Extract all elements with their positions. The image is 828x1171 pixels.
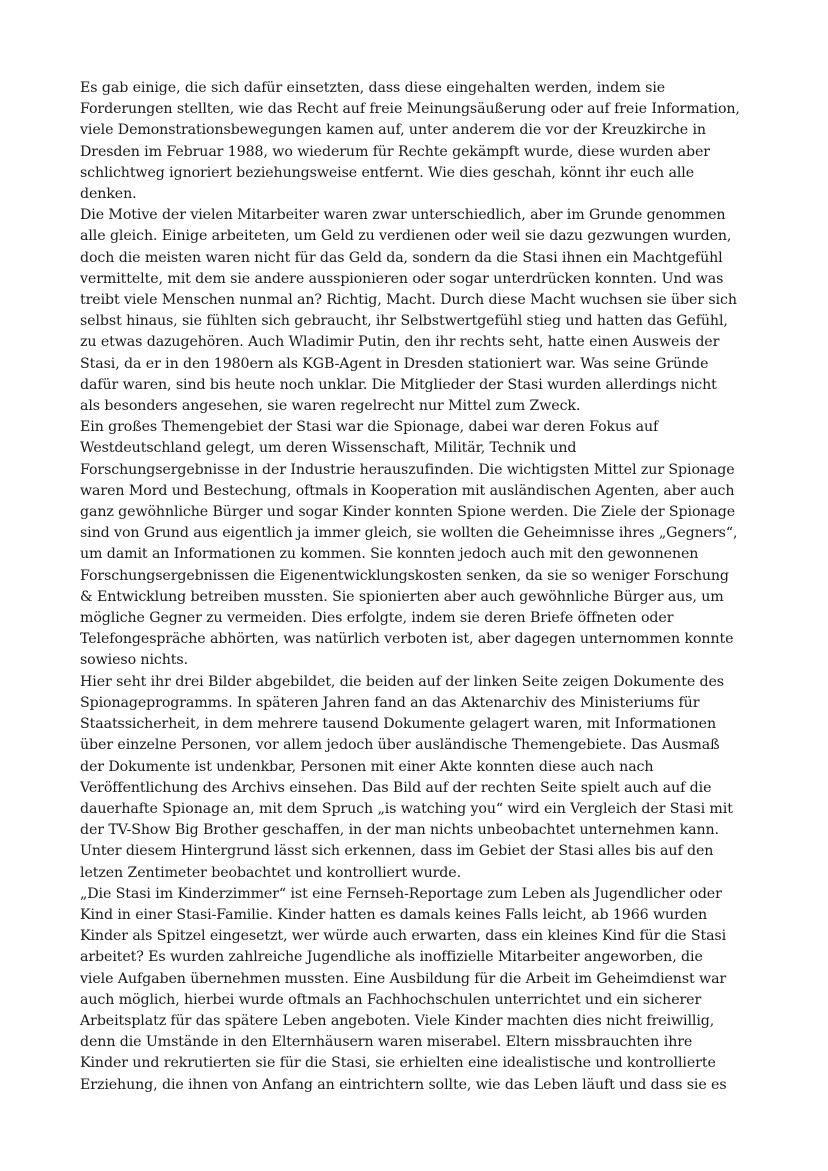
paragraph-children: „Die Stasi im Kinderzimmer“ ist eine Fernseh-Reportage zum Leben als Jugendlicher oder Kind in einer Stasi-Familie. Kinder hatten es damals keines Falls leicht, ab 1966 wurden Kinder als Spitzel eingesetzt, wer würde auch erwarten, dass ein kleines Kind für die Stasi arbeitet? Es wurden zahlreiche Jugendliche als inoffizielle Mitarbeiter angeworben, die viele Aufgaben übernehmen mussten. Eine Ausbildung für die Arbeit im Geheimdienst war auch möglich, hierbei wurde oftmals an Fachhochschulen unterrichtet und ein sicherer Arbeitsplatz für das spätere Leben angeboten. Viele Kinder machten dies nicht freiwillig, denn die Umstände in den Elternhäusern waren miserabel. Eltern missbrauchten ihre Kinder und rekrutierten sie für die Stasi, sie erhielten eine idealistische und kontrollierte Erziehung, die ihnen von Anfang an eintrichtern sollte, wie das Leben läuft und dass sie es <box>80 885 727 1093</box>
paragraph-espionage: Ein großes Themengebiet der Stasi war die Spionage, dabei war deren Fokus auf Westdeutschland gelegt, um deren Wissenschaft, Militär, Technik und Forschungsergebnisse in der Industrie herauszufinden. Die wichtigsten Mittel zur Spionage waren Mord und Bestechung, oftmals in Kooperation mit ausländischen Agenten, aber auch ganz gewöhnliche Bürger und sogar Kinder konnten Spione werden. Die Ziele der Spionage sind von Grund aus eigentlich ja immer gleich, sie wollten die Geheimnisse ihres „Gegners“, um damit an Informationen zu kommen. Sie konnten jedoch auch mit den gewonnenen Forschungsergebnissen die Eigenentwicklungskosten senken, da sie so weniger Forschung & Entwicklung betreiben mussten. Sie spionierten aber auch gewöhnliche Bürger aus, um mögliche Gegner zu vermeiden. Dies erfolgte, indem sie deren Briefe öffneten oder Telefongespräche abhörten, was natürlich verboten ist, aber dagegen unternommen konnte sowieso nichts. <box>80 419 738 669</box>
paragraph-motives: Die Motive der vielen Mitarbeiter waren zwar unterschiedlich, aber im Grunde genommen alle gleich. Einige arbeiteten, um Geld zu verdienen oder weil sie dazu gezwungen wurden, doch die meisten waren nicht für das Geld da, sondern da die Stasi ihnen ein Machtgefühl vermittelte, mit dem sie andere ausspionieren oder sogar unterdrücken konnten. Und was treibt viele Menschen nunmal an? Richtig, Macht. Durch diese Macht wuchsen sie über sich selbst hinaus, sie fühlten sich gebraucht, ihr Selbstwertgefühl stieg und hatten das Gefühl, zu etwas dazugehören. Auch Wladimir Putin, den ihr rechts seht, hatte einen Ausweis der Stasi, da er in den 1980ern als KGB-Agent in Dresden stationiert war. Was seine Gründe dafür waren, sind bis heute noch unklar. Die Mitglieder der Stasi wurden allerdings nicht als besonders angesehen, sie waren regelrecht nur Mittel zum Zweck. <box>80 207 737 415</box>
paragraph-protests: Es gab einige, die sich dafür einsetzten, dass diese eingehalten werden, indem sie Forderungen stellten, wie das Recht auf freie Meinungsäußerung oder auf freie Information, viele Demonstrationsbewegungen kamen auf, unter anderem die vor der Kreuzkirche in Dresden im Februar 1988, wo wiederum für Rechte gekämpft wurde, diese wurden aber schlichtweg ignoriert beziehungsweise entfernt. Wie dies geschah, könnt ihr euch alle denken. <box>80 80 740 203</box>
paragraph-images: Hier seht ihr drei Bilder abgebildet, die beiden auf der linken Seite zeigen Dokumente des Spionageprogramms. In späteren Jahren fand an das Aktenarchiv des Ministeriums für Staatssicherheit, in dem mehrere tausend Dokumente gelagert waren, mit Informationen über einzelne Personen, vor allem jedoch über ausländische Themengebiete. Das Ausmaß der Dokumente ist undenkbar, Personen mit einer Akte konnten diese auch nach Veröffentlichung des Archivs einsehen. Das Bild auf der rechten Seite spielt auch auf die dauerhafte Spionage an, mit dem Spruch „is watching you“ wird ein Vergleich der Stasi mit der TV-Show Big Brother geschaffen, in der man nichts unbeobachtet unternehmen kann. Unter diesem Hintergrund lässt sich erkennen, dass im Gebiet der Stasi alles bis auf den letzen Zentimeter beobachtet und kontrolliert wurde. <box>80 673 733 881</box>
document-body <box>80 78 740 1096</box>
